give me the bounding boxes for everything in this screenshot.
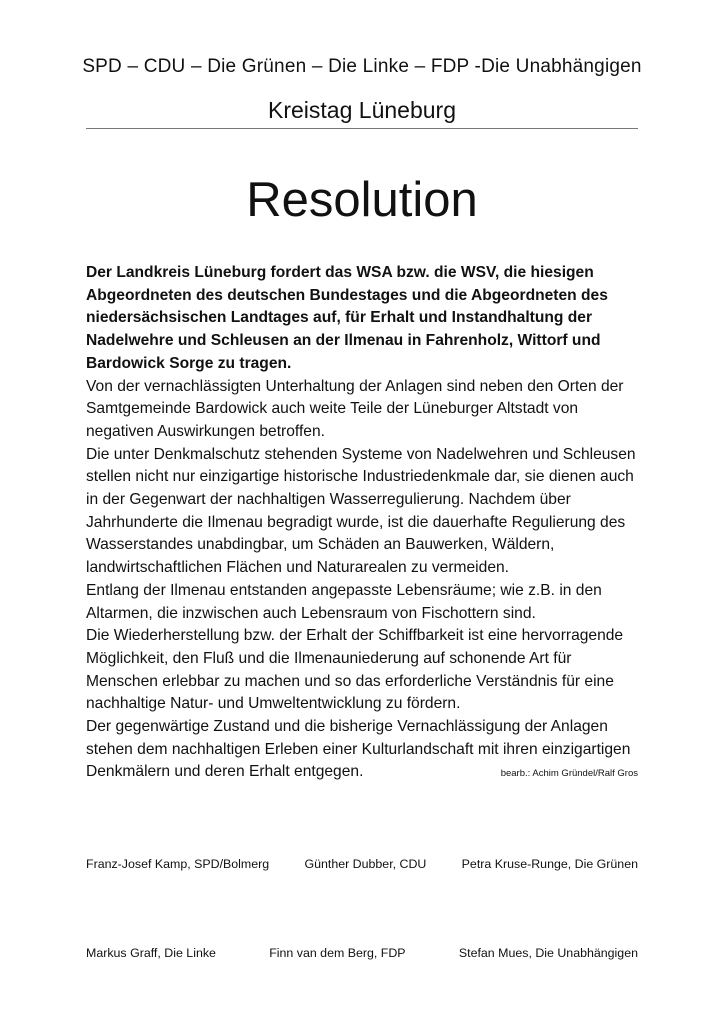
paragraph-habitats: Entlang der Ilmenau entstanden angepasste Lebensräume; wie z.B. in den Altarmen, die inzwischen auch Lebensraum von Fischottern sind. (86, 581, 602, 622)
signatory-row-1 (86, 857, 638, 871)
conclusion-last-line (86, 761, 638, 786)
paragraph-conclusion: Der gegenwärtige Zustand und die bisherige Vernachlässigung der Anlagen stehen dem nachhaltigen Erleben einer Kulturlandschaft mit ihren einzigartigen (86, 718, 631, 758)
signatory-unabhaengige: Stefan Mues, Die Unabhängigen (458, 946, 638, 960)
signatory-fdp: Finn van dem Berg, FDP (269, 946, 406, 960)
resolution-body (86, 262, 638, 786)
assembly-name: Kreistag Lüneburg (268, 97, 456, 123)
party-list: SPD – CDU – Die Grünen – Die Linke – FDP -Die Unabhängigen (82, 56, 642, 77)
signatory-row-2 (86, 946, 638, 960)
conclusion-tail: Denkmälern und deren Erhalt entgegen. (86, 763, 364, 781)
document-title: Resolution (246, 173, 478, 227)
author-credit: bearb.: Achim Gründel/Ralf Gros (500, 768, 638, 780)
signatory-spd: Franz-Josef Kamp, SPD/Bolmerg (86, 857, 270, 871)
paragraph-monuments: Die unter Denkmalschutz stehenden Systeme von Nadelwehren und Schleusen stellen nicht nur einzigartige historische Industriedenkmale dar, sie dienen auch in der Gegenwart der nachhaltigen Wasserregulierung. Nachdem über Jahrhunderte die Ilmenau begradigt wurde, ist die dauerhafte Regulierung des Wasserstandes unabdingbar, um Schäden an Bauwerken, Wäldern, landwirtschaftlichen Flächen und Naturarealen zu vermeiden. (86, 445, 636, 577)
lead-paragraph: Der Landkreis Lüneburg fordert das WSA bzw. die WSV, die hiesigen Abgeordneten des deutschen Bundestages und die Abgeordneten des niedersächsischen Landtages auf, für Erhalt und Instandhaltung der Nadelwehre und Schleusen an der Ilmenau in Fahrenholz, Wittorf und Bardowick Sorge zu tragen. (86, 264, 608, 372)
signatory-gruene: Petra Kruse-Runge, Die Grünen (461, 857, 638, 871)
signatory-cdu: Günther Dubber, CDU (304, 857, 427, 871)
header-divider (86, 128, 638, 129)
signatory-linke: Markus Graff, Die Linke (86, 946, 216, 960)
paragraph-impact: Von der vernachlässigten Unterhaltung der Anlagen sind neben den Orten der Samtgemeinde Bardowick auch weite Teile der Lüneburger Altstadt von negativen Auswirkungen betroffen. (86, 377, 624, 440)
paragraph-navigability: Die Wiederherstellung bzw. der Erhalt der Schiffbarkeit ist eine hervorragende Möglichkeit, den Fluß und die Ilmenauniederung auf schonende Art für Menschen erlebbar zu machen und so das erforderliche Verständnis für eine nachhaltige Natur- und Umweltentwicklung zu fördern. (86, 627, 624, 713)
